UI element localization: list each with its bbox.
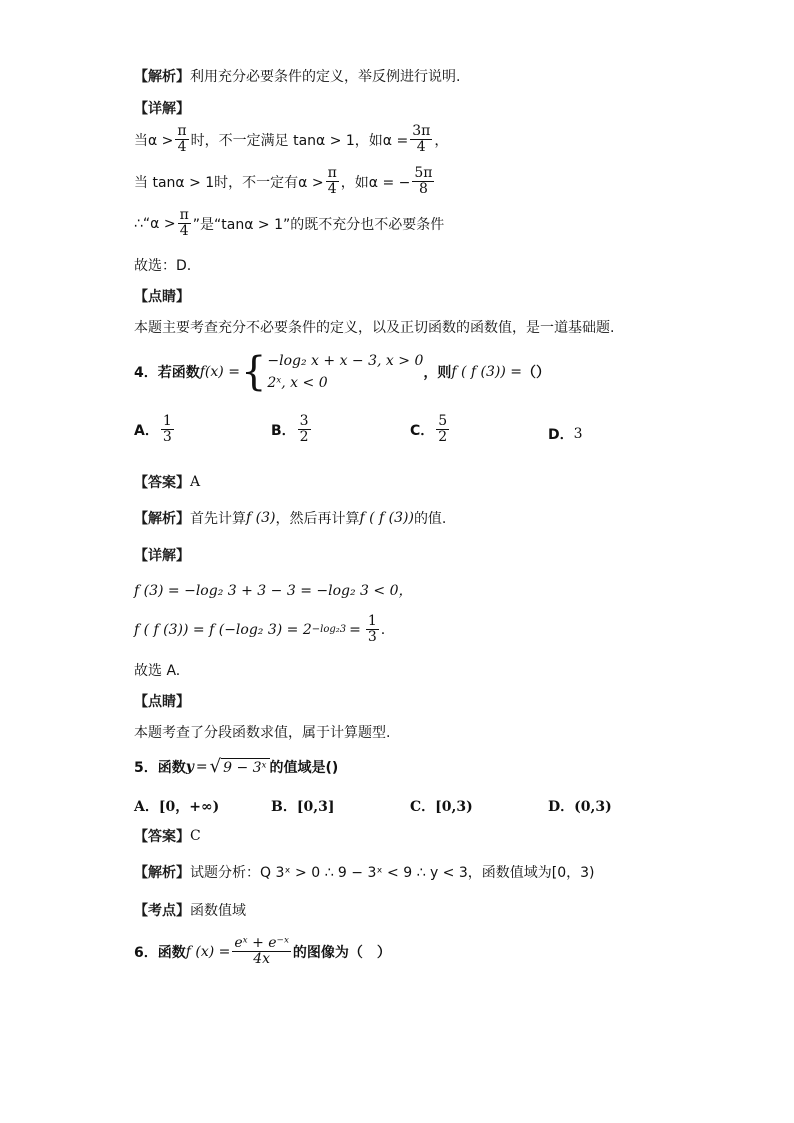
option-label: A． [134,422,159,439]
detail-line-3 [134,208,444,240]
equals-sign: = [349,621,361,638]
detail-line-2 [134,166,436,198]
numerator: π [177,123,187,139]
question-4 [134,350,550,394]
option-text: C．[0,3) [410,799,473,815]
detail-heading [134,98,190,118]
fraction [326,166,339,198]
equation-2 [134,614,385,646]
conclusion-text: 故选：D. [134,258,192,274]
sqrt-expr [210,758,270,776]
analysis-5 [134,862,595,882]
option-text: D．(0,3) [548,799,612,815]
period: . [380,621,386,638]
function-expr: f(x) = [199,364,240,380]
option-a [134,414,176,446]
sqrt-icon: √ [209,756,222,777]
option-d [548,424,583,444]
y-variable: y [185,759,194,775]
remark-text: 本题主要考查充分不必要条件的定义，以及正切函数的函数值，是一道基础题. [134,320,615,336]
detail-text: ∴“α > [134,215,176,232]
conclusion-text: 故选 A. [134,663,181,679]
numerator: 1 [367,613,377,629]
denominator: 2 [299,429,309,446]
detail-heading-4 [134,545,190,565]
denominator: 2 [438,429,448,446]
question-expr: f ( f (3)) = [451,364,523,380]
analysis-tag: 【解析】 [134,69,190,85]
analysis-expr: f ( f (3)) [359,510,414,526]
numerator: π [327,165,337,181]
radicand: 9 − 3ˣ [221,758,269,776]
option-label: D． [548,427,574,443]
piecewise-cases [267,350,423,394]
question-6 [134,936,391,968]
fraction [175,124,188,156]
conclusion-4 [134,660,180,680]
option-label: B． [271,422,296,439]
piecewise-brace: { [240,349,267,395]
denominator: 4 [416,139,426,156]
option-label: C． [410,422,435,439]
remark-heading [134,286,190,306]
equation-text: f ( f (3)) = f (−log₂ 3) = 2 [134,621,312,638]
denominator: 4 [327,181,337,198]
detail-text: ， [434,132,449,149]
numerator: 3 [299,413,309,429]
detail-line-1 [134,124,448,156]
option-text: A．[0，+∞) [134,799,220,815]
answer-tag: 【答案】 [134,475,190,491]
answer-4 [134,472,200,492]
answer-tag: 【答案】 [134,829,190,845]
fraction [410,124,432,156]
question-number: 4．若函数 [134,365,200,381]
answer-value: C [190,828,201,844]
fraction [412,166,434,198]
knowledge-tag: 【考点】 [134,903,190,919]
analysis-text: ，然后再计算 [275,511,360,527]
fraction [436,414,449,446]
fraction [161,414,174,446]
numerator: 3π [412,123,431,139]
q5-option-a [134,796,219,816]
analysis-tag: 【解析】 [134,865,190,881]
q5-option-b [271,796,334,816]
fraction [232,936,291,968]
fraction [366,614,379,646]
detail-text: 当 tanα > 1时，不一定有α > [134,174,324,191]
detail-tag: 【详解】 [134,548,190,564]
exponent: −log₂3 [311,624,347,636]
analysis-4 [134,508,446,528]
case-2: 2ˣ, x < 0 [267,375,328,391]
equation-1 [134,580,412,600]
numerator: 1 [162,413,172,429]
question-text: 的图像为（ ） [292,944,391,961]
answer-5 [134,826,201,846]
remark-text: 本题考查了分段函数求值，属于计算题型. [134,725,391,741]
analysis-line-1 [134,66,460,86]
question-5 [134,757,338,777]
denominator: 4x [253,951,271,968]
analysis-text: 试题分析：Q 3ˣ > 0 ∴ 9 − 3ˣ < 9 ∴ y < 3，函数值域为[0，3) [190,865,595,881]
fraction [178,208,191,240]
numerator: 5π [414,165,433,181]
question-number: 5．函数 [134,760,186,776]
remark-tag: 【点睛】 [134,289,190,305]
question-text: 的值域是() [269,760,339,776]
analysis-tag: 【解析】 [134,511,190,527]
remark-4 [134,722,390,742]
numerator: eˣ + e⁻ˣ [234,935,289,951]
function-expr: f (x) = [185,943,231,960]
question-text: ，则 [423,365,452,381]
denominator: 3 [162,429,172,446]
equation-text: f (3) = −log₂ 3 + 3 − 3 = −log₂ 3 < 0， [134,583,413,599]
detail-text: 当α > [134,132,174,149]
detail-text: 时，不一定满足 tanα > 1，如α = [190,132,409,149]
detail-text: ”是“tanα > 1”的既不充分也不必要条件 [192,216,445,233]
answer-blank: （） [522,365,551,381]
numerator: 5 [438,413,448,429]
remark-line [134,317,614,337]
denominator: 8 [418,181,428,198]
answer-value: A [190,474,201,490]
q5-option-d [548,796,612,816]
analysis-expr: f (3) [246,510,276,526]
analysis-text: 利用充分必要条件的定义，举反例进行说明. [190,69,461,85]
option-b [271,414,313,446]
conclusion-line [134,255,191,275]
analysis-text: 首先计算 [190,511,246,527]
q5-option-c [410,796,473,816]
detail-text: ，如α = − [340,174,411,191]
detail-tag: 【详解】 [134,101,190,117]
analysis-text: 的值. [413,511,447,527]
knowledge-text: 函数值域 [190,903,246,919]
fraction [298,414,311,446]
knowledge-point-5 [134,900,246,920]
question-number: 6．函数 [134,944,186,961]
option-text: B．[0,3] [271,799,335,815]
remark-heading-4 [134,691,190,711]
equals-sign: = [195,759,208,775]
denominator: 4 [179,223,189,240]
denominator: 3 [367,629,377,646]
numerator: π [179,207,189,223]
denominator: 4 [177,139,187,156]
option-value: 3 [573,426,583,442]
option-c [410,414,451,446]
case-1: −log₂ x + x − 3, x > 0 [267,353,424,369]
remark-tag: 【点睛】 [134,694,190,710]
